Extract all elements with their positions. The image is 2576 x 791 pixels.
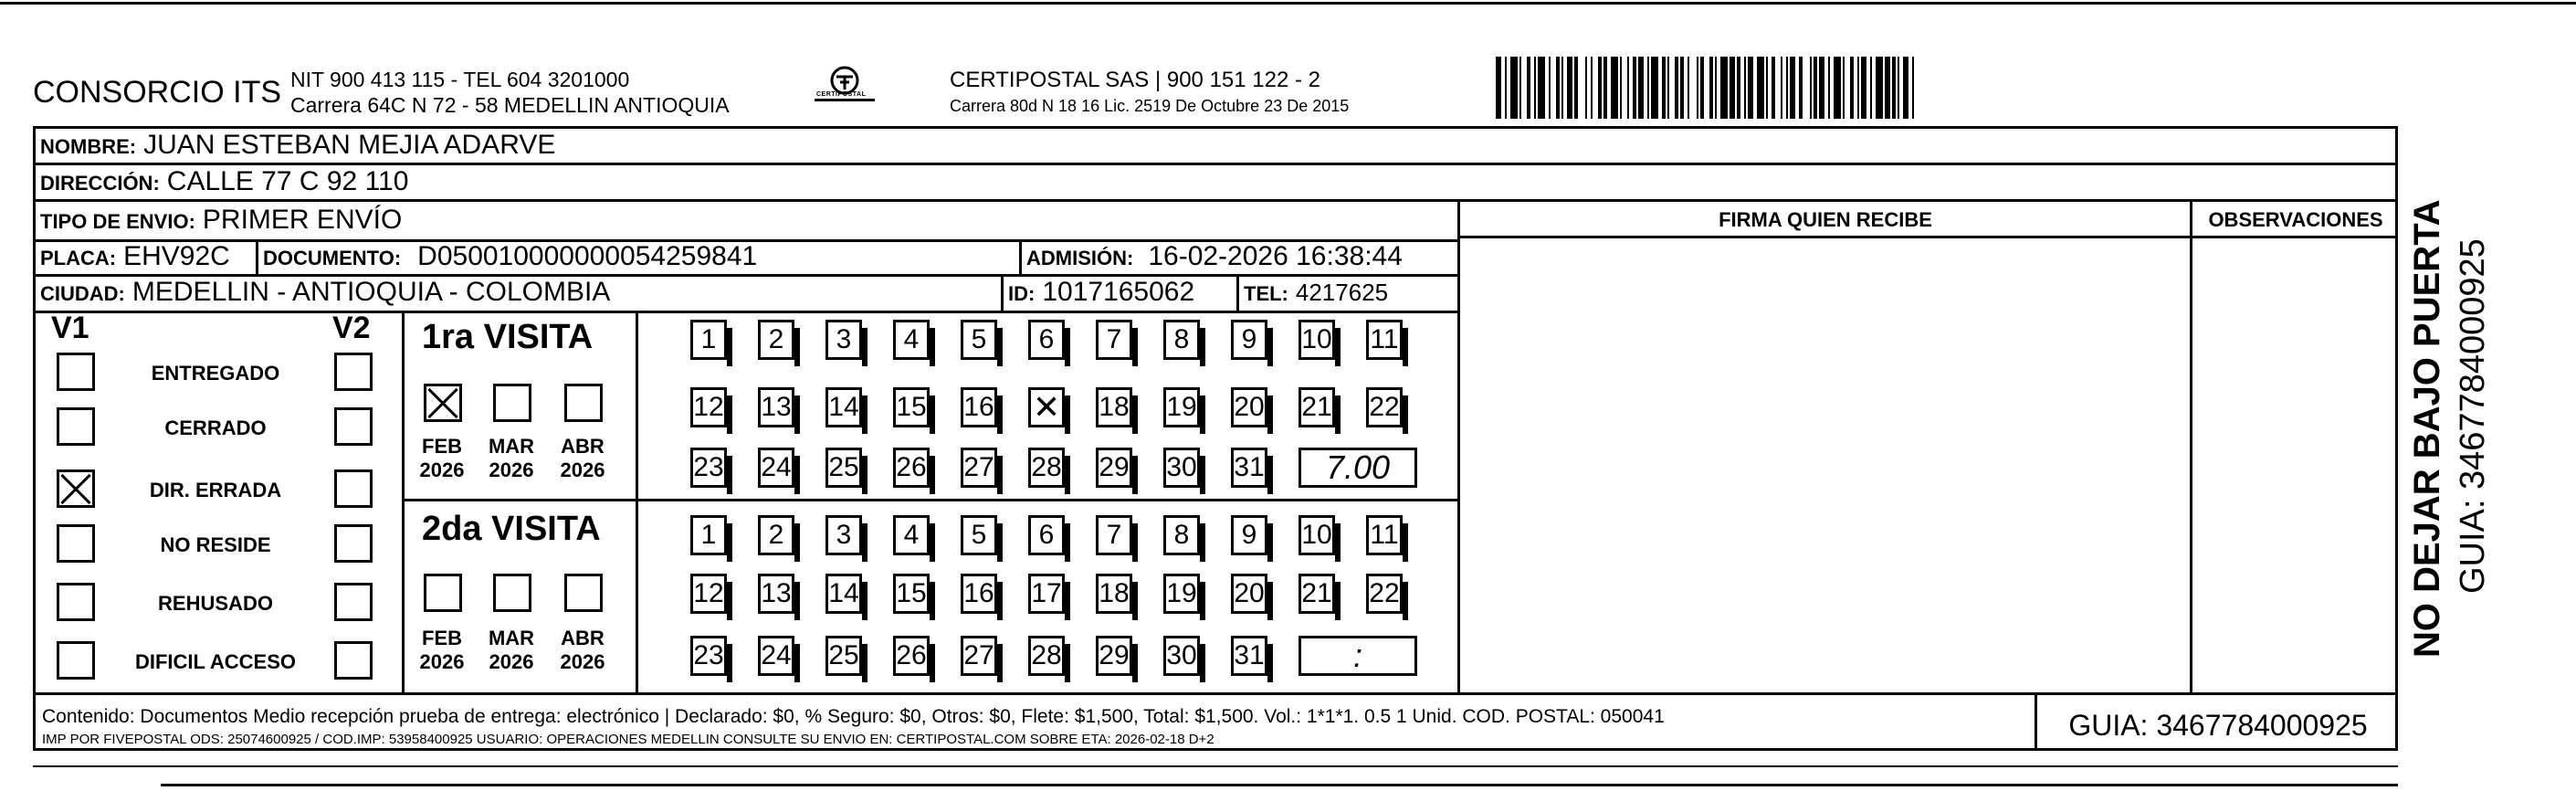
visit1-day-11[interactable]: 11 [1366,320,1403,360]
v2-checkbox[interactable] [334,524,373,563]
visit1-day-14[interactable]: 14 [825,387,862,427]
tel-field [1244,279,1388,306]
side-warning: NO DEJAR BAJO PUERTA [2407,199,2447,658]
visit2-day-10[interactable]: 10 [1299,515,1335,555]
visit2-month-label [415,627,469,675]
visit2-day-30[interactable]: 30 [1163,636,1200,676]
visit1-day-26[interactable]: 26 [893,448,930,488]
visit2-day-15[interactable]: 15 [893,574,930,614]
visit2-day-4[interactable]: 4 [893,515,930,555]
visit1-day-30[interactable]: 30 [1163,448,1200,488]
footer-imp: IMP POR FIVEPOSTAL ODS: 25074600925 / COD.IMP: 53958400925 USUARIO: OPERACIONES MEDELLIN CONSULTE SU ENVIO EN: CERTIPOSTAL.COM SOBRE ETA: 2026-02-18 D+2 [42,732,1214,747]
visit2-day-9[interactable]: 9 [1231,515,1267,555]
month-name: MAR [488,627,535,649]
documento-field [263,243,757,270]
admision-value: 16-02-2026 16:38:44 [1148,241,1403,271]
visit2-day-18[interactable]: 18 [1096,574,1132,614]
visit1-month-label [555,435,610,483]
v2-checkbox[interactable] [334,407,373,446]
barcode-bar [1803,57,1810,119]
visit1-day-29[interactable]: 29 [1096,448,1132,488]
visit2-day-13[interactable]: 13 [758,574,794,614]
direccion-label: DIRECCIÓN: [40,172,160,195]
v2-checkbox[interactable] [334,353,373,391]
visit2-day-26[interactable]: 26 [893,636,930,676]
v1-checkbox[interactable] [57,524,95,563]
visit2-month-label [555,627,610,675]
v2-label: V2 [332,311,371,345]
barcode-bar [1834,57,1841,119]
visit1-day-1[interactable]: 1 [690,320,727,360]
visit2-day-25[interactable]: 25 [825,636,862,676]
visit2-day-23[interactable]: 23 [690,636,727,676]
visit2-day-2[interactable]: 2 [758,515,794,555]
status-label: DIFICIL ACCESO [134,650,296,673]
observations-left-border [2190,199,2192,692]
ciudad-value: MEDELLIN - ANTIOQUIA - COLOMBIA [131,277,611,307]
status-divider [402,311,405,692]
visit1-month-label [415,435,469,483]
month-name: FEB [422,435,462,458]
footer-contenido: Contenido: Documentos Medio recepción prueba de entrega: electrónico | Declarado: $0, % Seguro: $0, Otros: $0, Flete: $1,500, Total: $1,500. Vol.: 1*1*1. 0.5 1 Unid. COD. POSTAL: 050041 [42,706,1665,727]
id-label: ID: [1008,282,1036,305]
month-name: ABR [561,435,605,458]
company-name: CONSORCIO ITS [33,75,282,110]
signature-area[interactable] [1461,239,2188,691]
visit2-day-24[interactable]: 24 [758,636,794,676]
row-line [33,311,1457,313]
id-field [1008,279,1194,306]
visit1-day-17[interactable] [1028,387,1065,427]
v1-checkbox[interactable] [57,407,95,446]
visit1-title: 1ra VISITA [422,318,594,356]
direccion-field [40,168,408,195]
ciudad-field [40,279,610,306]
visit-separator [402,499,1457,501]
visit1-day-12[interactable]: 12 [690,387,727,427]
month-name: MAR [488,435,535,458]
admision-label: ADMISIÓN: [1026,247,1134,269]
visit1-day-10[interactable]: 10 [1299,320,1335,360]
barcode-bar [1510,57,1518,119]
visit2-day-11[interactable]: 11 [1366,515,1403,555]
v1-label: V1 [51,311,89,345]
visit1-day-9[interactable]: 9 [1231,320,1267,360]
visit2-day-3[interactable]: 3 [825,515,862,555]
visit1-day-13[interactable]: 13 [758,387,794,427]
visit1-month-checkbox[interactable] [424,384,462,422]
tipo-envio-value: PRIMER ENVÍO [202,205,403,235]
visit1-day-20[interactable]: 20 [1231,387,1267,427]
bottom-rule [33,765,2398,767]
visit1-day-8[interactable]: 8 [1163,320,1200,360]
nombre-label: NOMBRE: [40,135,137,158]
visit2-day-17[interactable]: 17 [1028,574,1065,614]
visit1-day-25[interactable]: 25 [825,448,862,488]
visit2-day-14[interactable]: 14 [825,574,862,614]
cell-divider [1236,274,1239,311]
barcode-bar [1720,57,1728,119]
admision-field [1026,243,1403,270]
visit2-day-22[interactable]: 22 [1366,574,1403,614]
carrier-address: Carrera 80d N 18 16 Lic. 2519 De Octubre 23 De 2015 [950,97,1350,115]
documento-value: D050010000000054259841 [417,241,758,271]
tel-value: 4217625 [1295,279,1389,306]
nombre-value: JUAN ESTEBAN MEJIA ADARVE [143,130,556,160]
visit1-day-23[interactable]: 23 [690,448,727,488]
top-border [0,2,2576,5]
visit2-day-8[interactable]: 8 [1163,515,1200,555]
v1-checkbox[interactable] [57,641,95,680]
visit1-day-18[interactable]: 18 [1096,387,1132,427]
footer-line [33,692,2398,695]
visit1-day-16[interactable]: 16 [961,387,997,427]
carrier-name: CERTIPOSTAL SAS | 900 151 122 - 2 [950,68,1320,92]
v2-checkbox[interactable] [334,583,373,621]
barcode-bar [1578,57,1585,119]
visit1-day-28[interactable]: 28 [1028,448,1065,488]
visit1-day-22[interactable]: 22 [1366,387,1403,427]
visit2-month-checkbox[interactable] [493,574,531,612]
id-value: 1017165062 [1042,277,1195,307]
visit2-day-28[interactable]: 28 [1028,636,1065,676]
visit2-month-checkbox[interactable] [424,574,462,612]
signature-left-border [1457,199,1460,692]
placa-field [40,243,230,270]
company-nit: NIT 900 413 115 - TEL 604 3201000 [290,68,630,91]
month-year: 2026 [489,459,534,482]
certipostal-logo [813,64,877,110]
placa-value: EHV92C [123,241,230,271]
status-label: CERRADO [164,417,267,439]
visit2-day-6[interactable]: 6 [1028,515,1065,555]
month-year: 2026 [489,650,534,674]
tipo-envio-label: TIPO DE ENVIO: [40,210,195,233]
visit2-day-31[interactable]: 31 [1231,636,1267,676]
barcode-bar [1611,57,1618,119]
status-label: REHUSADO [158,592,273,615]
status-label: NO RESIDE [160,533,271,556]
visit1-month-label [484,435,539,483]
visit2-day-20[interactable]: 20 [1231,574,1267,614]
barcode-bar [1757,57,1764,119]
status-label: DIR. ERRADA [149,479,282,501]
placa-label: PLACA: [40,247,117,269]
month-name: ABR [561,627,605,649]
visit1-day-4[interactable]: 4 [893,320,930,360]
visit1-day-21[interactable]: 21 [1299,387,1335,427]
cell-divider [1019,239,1022,274]
visit2-day-27[interactable]: 27 [961,636,997,676]
v1-checkbox[interactable] [57,469,95,508]
barcode-bar [1689,57,1697,119]
month-year: 2026 [560,459,605,482]
barcode-bar [1914,57,1918,119]
visit2-day-12[interactable]: 12 [690,574,727,614]
side-guia-text: GUIA: 3467784000925 [2454,238,2492,594]
footer-guia: GUIA: 3467784000925 [2068,709,2368,742]
visit1-month-checkbox[interactable] [493,384,531,422]
visit2-day-1[interactable]: 1 [690,515,727,555]
visit1-day-19[interactable]: 19 [1163,387,1200,427]
row-line [33,199,2398,202]
v1-checkbox[interactable] [57,353,95,391]
visit1-day-5[interactable]: 5 [961,320,997,360]
visit2-day-16[interactable]: 16 [961,574,997,614]
barcode-bar [1538,57,1545,119]
visit1-day-6[interactable]: 6 [1028,320,1065,360]
barcode-bar [1876,57,1883,119]
month-name: FEB [422,627,462,649]
visit1-day-27[interactable]: 27 [961,448,997,488]
observations-header: OBSERVACIONES [2208,208,2383,231]
cell-divider [1001,274,1004,311]
barcode [1496,57,2171,119]
barcode-bar [1651,57,1658,119]
v2-checkbox[interactable] [334,641,373,680]
visit2-time-field[interactable]: : [1299,636,1417,676]
visit2-day-21[interactable]: 21 [1299,574,1335,614]
visit2-day-19[interactable]: 19 [1163,574,1200,614]
visit1-day-2[interactable]: 2 [758,320,794,360]
month-year: 2026 [419,650,465,674]
visit1-day-15[interactable]: 15 [893,387,930,427]
visit1-day-31[interactable]: 31 [1231,448,1267,488]
visit1-month-checkbox[interactable] [564,384,603,422]
visit2-month-checkbox[interactable] [564,574,603,612]
tipo-envio-field [40,206,402,234]
visit1-time-field[interactable]: 7.00 [1299,448,1417,488]
visit2-title: 2da VISITA [422,510,601,548]
month-year: 2026 [419,459,465,482]
tel-label: TEL: [1244,282,1288,305]
month-year: 2026 [560,650,605,674]
visit2-day-29[interactable]: 29 [1096,636,1132,676]
v2-checkbox[interactable] [334,469,373,508]
v1-checkbox[interactable] [57,583,95,621]
visit2-day-7[interactable]: 7 [1096,515,1132,555]
signature-header: FIRMA QUIEN RECIBE [1719,208,1932,231]
observations-area[interactable] [2193,239,2396,691]
company-address: Carrera 64C N 72 - 58 MEDELLIN ANTIOQUIA [290,93,730,117]
footer-divider [2035,692,2037,751]
ciudad-label: CIUDAD: [40,282,125,305]
visit1-day-3[interactable]: 3 [825,320,862,360]
visit1-day-24[interactable]: 24 [758,448,794,488]
visit2-day-5[interactable]: 5 [961,515,997,555]
visit1-day-7[interactable]: 7 [1096,320,1132,360]
visit-divider [636,311,638,692]
cell-divider [256,239,258,274]
row-line [1457,236,2398,238]
direccion-value: CALLE 77 C 92 110 [166,166,409,196]
documento-label: DOCUMENTO: [263,247,402,269]
visit2-month-label [484,627,539,675]
status-label: ENTREGADO [151,362,280,385]
row-line [33,163,2398,165]
logo-text: CERTIPOSTAL [816,91,867,98]
bottom-rule-thick [161,784,2398,786]
nombre-field [40,132,555,159]
